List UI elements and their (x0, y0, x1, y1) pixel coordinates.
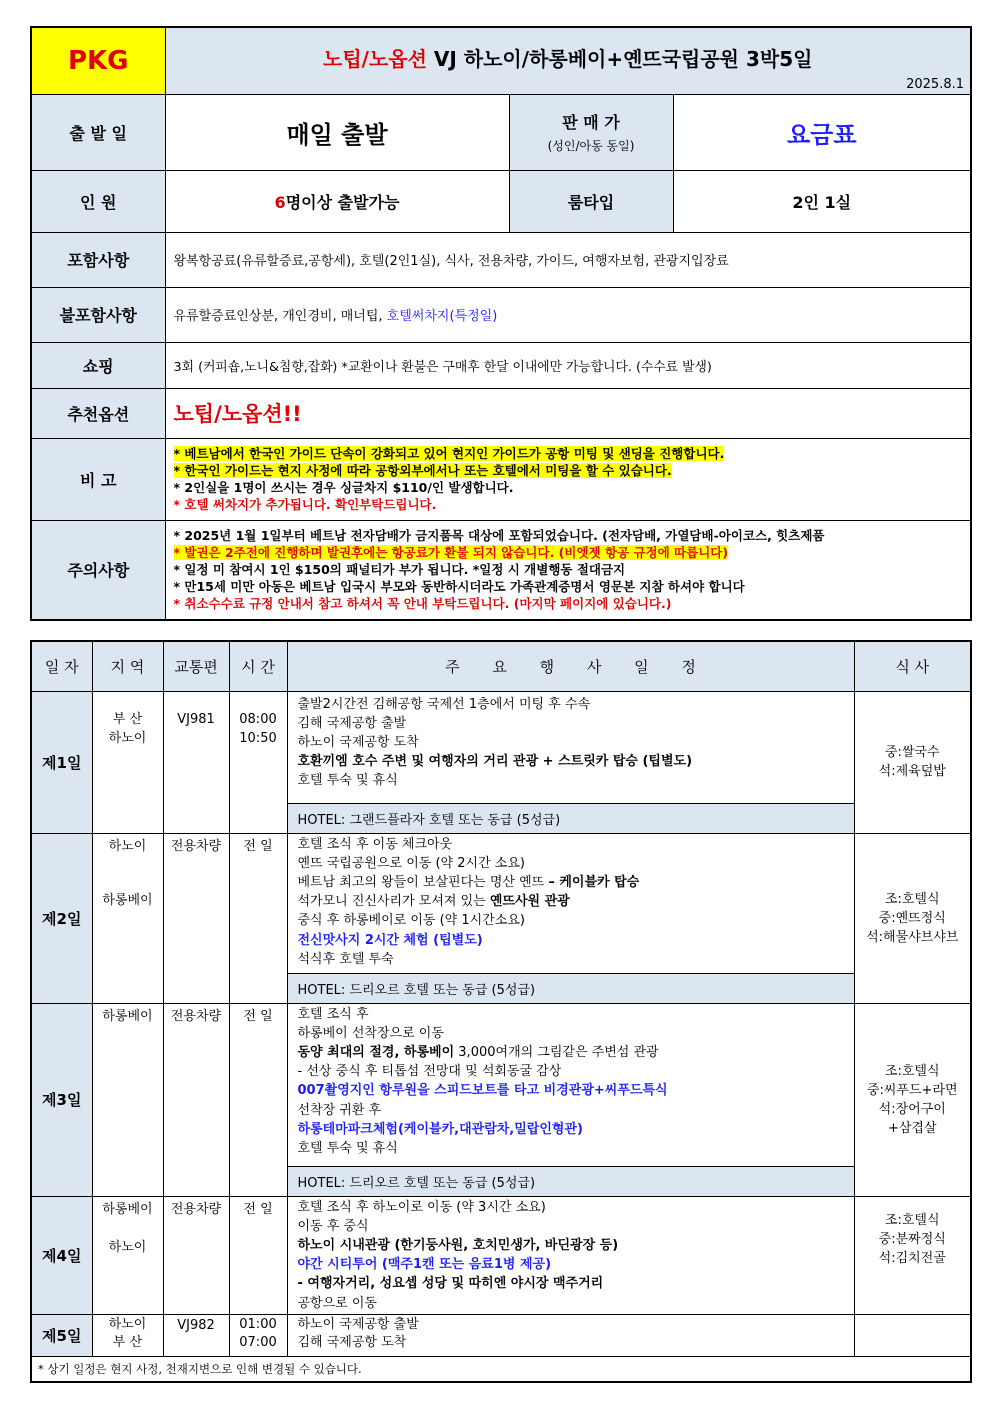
day3-hotel: HOTEL: 드리오르 호텔 또는 동급 (5성급) (287, 1166, 854, 1196)
day3-line-3-text: 3,000여개의 그림같은 주변섬 관광 (454, 1044, 659, 1060)
day3-meal-3: 석:장어구이 (878, 1101, 946, 1117)
day1-line-2: 김해 국제공항 출발 (297, 715, 407, 731)
day4-line-2: 이동 후 중식 (297, 1218, 369, 1234)
day4-row (31, 1196, 971, 1314)
day3-line-3-bold: 동양 최대의 절경, 하롱베이 (297, 1044, 455, 1060)
caution-label: 주의사항 (31, 520, 165, 620)
day3-line-4: - 선상 중식 후 티톱섬 전망대 및 석회동굴 감상 (297, 1064, 562, 1080)
day4-label: 제4일 (31, 1196, 92, 1314)
day1-meal-1: 중:쌀국수 (884, 745, 940, 760)
day2-region-2: 하롱베이 (102, 892, 153, 908)
day2-line-3-text: 베트남 최고의 왕들이 보살핀다는 명산 옌뜨 (297, 874, 549, 890)
col-itinerary: 주 요 행 사 일 정 (287, 641, 854, 691)
day3-line-5: 007촬영지인 항루원을 스피드보트를 타고 비경관광+씨푸드특식 (297, 1083, 668, 1099)
day2-line-3 (288, 873, 854, 892)
day2-line-3-bold: – 케이블카 탑승 (548, 874, 640, 890)
caution-5: * 취소수수료 규정 안내서 참고 하셔서 꼭 안내 부탁드립니다. (마지막 페이지에 있습니다.) (173, 596, 672, 612)
price-label-cell (509, 94, 673, 170)
day5-time (229, 1314, 287, 1356)
day4-itinerary (287, 1196, 854, 1314)
day2-line-7: 석식후 호텔 투숙 (297, 951, 394, 967)
day2-time: 전 일 (229, 833, 287, 1003)
day4-line-1: 호텔 조식 후 하노이로 이동 (약 3시간 소요) (297, 1199, 546, 1215)
caution-1: * 2025년 1월 1일부터 베트남 전자담배가 금지품목 대상에 포함되었습니다. (전자담배, 가열담배-아이코스, 힛츠제품 (173, 528, 825, 544)
day1-meal-2: 석:제육덮밥 (878, 764, 946, 779)
day4-transport: 전용차량 (163, 1196, 229, 1314)
people-label: 인 원 (31, 170, 165, 232)
day2-line-1: 호텔 조식 후 이동 체크아웃 (297, 836, 453, 852)
schedule-header-row (31, 641, 971, 691)
title-red: 노팁/노옵션 (323, 47, 427, 72)
remark-2: * 한국인 가이드는 현지 사정에 따라 공항외부에서나 또는 호텔에서 미팅을 할 수 있습니다. (173, 463, 672, 478)
day4-line-4: 야간 시티투어 (맥주1캔 또는 음료1병 제공) (297, 1257, 552, 1273)
day4-meal-2: 중:분짜정식 (878, 1231, 946, 1247)
day4-region-2: 하노이 (108, 1239, 147, 1255)
col-region: 지 역 (92, 641, 163, 691)
day1-itinerary (287, 691, 854, 803)
day2-line-5: 중식 후 하롱베이로 이동 (약 1시간소요) (297, 913, 525, 929)
price-label: 판 매 가 (562, 113, 620, 132)
title-cell (165, 27, 971, 94)
day1-line-5: 호텔 투숙 및 휴식 (297, 773, 398, 789)
day3-row (31, 1003, 971, 1166)
schedule-table (30, 640, 972, 1383)
col-day: 일 자 (31, 641, 92, 691)
day2-line-4-bold: 옌뜨사원 관광 (489, 894, 570, 910)
day3-time: 전 일 (229, 1003, 287, 1196)
day3-line-7: 하롱테마파크체험(케이블카,대관람차,밀랍인형관) (297, 1121, 583, 1137)
day2-line-4 (288, 892, 854, 911)
footnote: * 상기 일정은 현지 사정, 천재지변으로 인해 변경될 수 있습니다. (31, 1356, 971, 1382)
day5-region (92, 1314, 163, 1356)
option-label: 추천옵션 (31, 388, 165, 438)
option-value: 노팁/노옵션!! (165, 388, 971, 438)
caution-4: * 만15세 미만 아동은 베트남 입국시 부모와 동반하시더라도 가족관계증명서 영문본 지참 하셔야 합니다 (173, 579, 745, 595)
caution-2: * 발권은 2주전에 진행하며 발권후에는 항공료가 환불 되지 않습니다. (비엣젯 항공 규정에 따릅니다) (173, 545, 729, 561)
day3-line-8: 호텔 투숙 및 휴식 (297, 1140, 398, 1156)
caution-cell (165, 520, 971, 620)
day1-row (31, 691, 971, 803)
people-value (165, 170, 509, 232)
day1-label: 제1일 (31, 691, 92, 833)
info-table (30, 26, 972, 621)
remarks-cell (165, 438, 971, 520)
day5-region-1: 하노이 (108, 1316, 147, 1332)
day3-line-1: 호텔 조식 후 (297, 1006, 369, 1022)
col-meal: 식 사 (854, 641, 971, 691)
pkg-label: PKG (67, 45, 129, 76)
day2-meals (854, 833, 971, 1003)
day4-meal-1: 조:호텔식 (884, 1212, 940, 1228)
day4-meal-3: 석:김치전골 (878, 1250, 946, 1266)
included-label: 포함사항 (31, 232, 165, 287)
day2-itinerary (287, 833, 854, 973)
shopping-value: 3회 (커피숍,노니&침향,잡화) *교환이나 환불은 구매후 한달 이내에만 가능합니다. (수수료 발생) (165, 342, 971, 388)
day4-meals (854, 1196, 971, 1314)
day2-label: 제2일 (31, 833, 92, 1003)
day5-region-2: 부 산 (112, 1334, 143, 1350)
day1-time-1: 08:00 (239, 711, 277, 727)
day5-itinerary (287, 1314, 854, 1356)
day2-meal-2: 중:옌뜨정식 (878, 910, 946, 926)
day3-label: 제3일 (31, 1003, 92, 1196)
price-value[interactable]: 요금표 (673, 94, 971, 170)
day2-line-4-text: 석가모니 진신사리가 모셔져 있는 (297, 894, 490, 910)
col-transport: 교통편 (163, 641, 229, 691)
day2-region (92, 833, 163, 1003)
doc-date: 2025.8.1 (906, 76, 964, 92)
day1-meals (854, 691, 971, 833)
day2-row (31, 833, 971, 973)
departure-value: 매일 출발 (165, 94, 509, 170)
day1-transport: VJ981 (163, 691, 229, 833)
day3-line-3 (288, 1043, 854, 1062)
caution-3: * 일정 미 참여시 1인 $150의 패널티가 부가 됩니다. *일정 시 개별행동 절대금지 (173, 562, 626, 578)
day5-label: 제5일 (31, 1314, 92, 1356)
day4-line-3: 하노이 시내관광 (한기둥사원, 호치민생가, 바딘광장 등) (297, 1237, 619, 1253)
page-title (166, 43, 971, 72)
day1-hotel: HOTEL: 그랜드플라자 호텔 또는 동급 (5성급) (287, 803, 854, 833)
shopping-label: 쇼핑 (31, 342, 165, 388)
footnote-row (31, 1356, 971, 1382)
day2-transport: 전용차량 (163, 833, 229, 1003)
room-value: 2인 1실 (673, 170, 971, 232)
remark-3: * 2인실을 1명이 쓰시는 경우 싱글차지 $110/인 발생합니다. (173, 480, 514, 495)
excluded-blue: 호텔써차지(특정일) (386, 309, 498, 324)
day3-meal-4: +삼겹살 (887, 1120, 937, 1136)
day5-time-1: 01:00 (239, 1316, 277, 1332)
title-rest: VJ 하노이/하롱베이+옌뜨국립공원 3박5일 (426, 47, 813, 72)
day1-line-3: 하노이 국제공항 도착 (297, 734, 419, 750)
day5-row (31, 1314, 971, 1356)
day3-itinerary (287, 1003, 854, 1166)
day2-line-6: 전신맛사지 2시간 체험 (팁별도) (297, 932, 483, 948)
remarks-label: 비 고 (31, 438, 165, 520)
people-num: 6 (274, 192, 286, 212)
day1-region-2: 하노이 (108, 730, 147, 746)
day4-region-1: 하롱베이 (102, 1201, 153, 1217)
day5-transport: VJ982 (163, 1314, 229, 1356)
people-rest: 명이상 출발가능 (285, 192, 400, 212)
day1-line-1: 출발2시간전 김해공항 국제선 1층에서 미팅 후 수속 (297, 696, 590, 712)
day5-meals (854, 1314, 971, 1356)
day2-region-1: 하노이 (108, 838, 147, 854)
day3-meal-1: 조:호텔식 (884, 1063, 940, 1079)
day4-line-5: - 여행자거리, 성요셉 성당 및 따히엔 야시장 맥주거리 (297, 1276, 604, 1292)
day2-line-2: 옌뜨 국립공원으로 이동 (약 2시간 소요) (297, 855, 525, 871)
excluded-text: 유류할증료인상분, 개인경비, 매너팁, (173, 309, 387, 324)
day4-line-6: 공항으로 이동 (297, 1295, 377, 1311)
day3-meals (854, 1003, 971, 1196)
remark-1: * 베트남에서 한국인 가이드 단속이 강화되고 있어 현지인 가이드가 공항 미팅 및 샌딩을 진행합니다. (173, 446, 725, 461)
day3-line-6: 선착장 귀환 후 (297, 1102, 382, 1118)
day4-region (92, 1196, 163, 1314)
included-value: 왕복항공료(유류할증료,공항세), 호텔(2인1실), 식사, 전용차량, 가이드, 여행자보험, 관광지입장료 (165, 232, 971, 287)
pkg-label-cell (31, 27, 165, 94)
day1-time (229, 691, 287, 833)
excluded-label: 불포함사항 (31, 287, 165, 342)
excluded-value (165, 287, 971, 342)
day3-transport: 전용차량 (163, 1003, 229, 1196)
day3-region: 하롱베이 (92, 1003, 163, 1196)
day1-time-2: 10:50 (239, 730, 277, 746)
room-label: 룸타입 (509, 170, 673, 232)
day5-time-2: 07:00 (239, 1334, 277, 1350)
col-time: 시 간 (229, 641, 287, 691)
departure-label: 출 발 일 (31, 94, 165, 170)
day5-line-2: 김해 국제공항 도착 (297, 1334, 407, 1350)
day3-meal-2: 중:씨푸드+라면 (866, 1082, 958, 1098)
day2-hotel: HOTEL: 드리오르 호텔 또는 동급 (5성급) (287, 973, 854, 1003)
day1-region-1: 부 산 (112, 711, 143, 727)
day2-meal-3: 석:해물샤브샤브 (866, 929, 959, 945)
remark-4: * 호텔 써차지가 추가됩니다. 확인부탁드립니다. (173, 497, 437, 512)
day1-region (92, 691, 163, 833)
day3-line-2: 하롱베이 선착장으로 이동 (297, 1025, 444, 1041)
day2-meal-1: 조:호텔식 (884, 891, 940, 907)
day1-line-4: 호환끼엠 호수 주변 및 여행자의 거리 관광 + 스트릿카 탑승 (팁별도) (297, 754, 693, 770)
day4-time: 전 일 (229, 1196, 287, 1314)
day5-line-1: 하노이 국제공항 출발 (297, 1316, 419, 1332)
price-sub: (성인/아동 동일) (547, 139, 635, 153)
